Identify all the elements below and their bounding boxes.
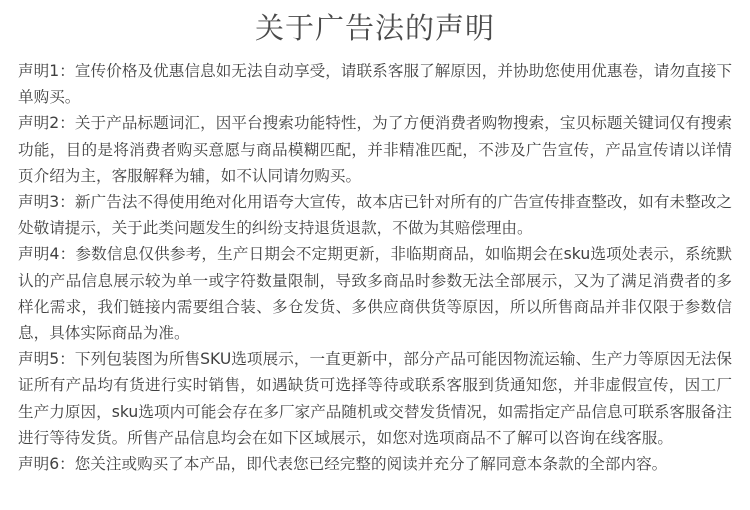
statement-list <box>18 58 732 477</box>
statement-6: 声明6：您关注或购买了本产品，即代表您已经完整的阅读并充分了解同意本条款的全部内容。 <box>18 455 668 474</box>
statement-2: 声明2：关于产品标题词汇，因平台搜索功能特性，为了方便消费者购物搜索，宝贝标题关键词仅有搜索功能，目的是将消费者购买意愿与商品模糊匹配，并非精准匹配，不涉及广告宣传，产品宣传请以详情页介绍为主，客服解释为辅，如不认同请勿购买。 <box>18 114 732 185</box>
statement-1: 声明1：宣传价格及优惠信息如无法自动享受，请联系客服了解原因，并协助您使用优惠卷，请勿直接下单购买。 <box>18 62 732 107</box>
statement-5: 声明5：下列包装图为所售SKU选项展示，一直更新中，部分产品可能因物流运输、生产力等原因无法保证所有产品均有货进行实时销售，如遇缺货可选择等待或联系客服到货通知您，并非虚假宣传，因工厂生产力原因，sku选项内可能会存在多厂家产品随机或交替发货情况，如需指定产品信息可联系客服备注进行等待发货。所售产品信息均会在如下区域展示，如您对选项商品不了解可以咨询在线客服。 <box>18 350 732 447</box>
statement-3: 声明3：新广告法不得使用绝对化用语夸大宣传，故本店已针对所有的广告宣传排查整改，如有未整改之处敬请提示，关于此类问题发生的纠纷支持退货退款，不做为其赔偿理由。 <box>18 193 732 238</box>
statement-4: 声明4：参数信息仅供参考，生产日期会不定期更新，非临期商品，如临期会在sku选项处表示，系统默认的产品信息展示较为单一或字符数量限制，导致多商品时参数无法全部展示，又为了满足消费者的多样化需求，我们链接内需要组合装、多仓发货、多供应商供货等原因，所以所售商品并非仅限于参数信息，具体实际商品为准。 <box>18 245 732 343</box>
page-title: 关于广告法的声明 <box>254 11 495 45</box>
